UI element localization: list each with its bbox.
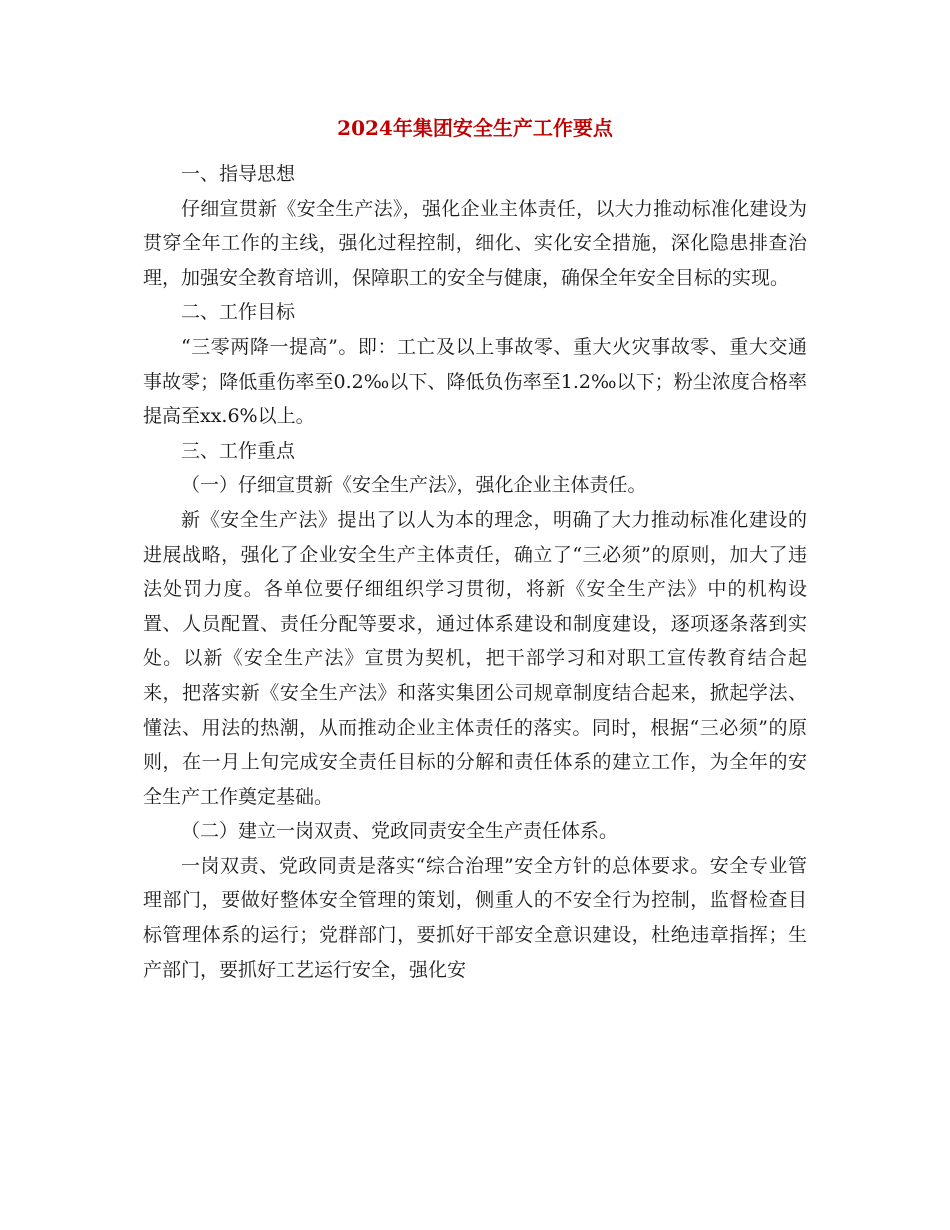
paragraph-safety-law: 新《安全生产法》提出了以人为本的理念，明确了大力推动标准化建设的进展战略，强化了企业安全生产主体责任，确立了“三必须”的原则，加大了违法处罚力度。各单位要仔细组织学习贯彻，将新《安全生产法》中的机构设置、人员配置、责任分配等要求，通过体系建设和制度建设，逐项逐条落到实处。以新《安全生产法》宣贯为契机，把干部学习和对职工宣传教育结合起来，把落实新《安全生产法》和落实集团公司规章制度结合起来，掀起学法、懂法、用法的热潮，从而推动企业主体责任的落实。同时，根据“三必须”的原则，在一月上旬完成安全责任目标的分解和责任体系的建立工作，为全年的安全生产工作奠定基础。: [143, 508, 807, 808]
paragraph-work-goals: “三零两降一提高”。即：工亡及以上事故零、重大火灾事故零、重大交通事故零；降低重伤率至0.2‰以下、降低负伤率至1.2‰以下；粉尘浓度合格率提高至xx.6%以上。: [143, 335, 807, 428]
paragraph-guiding-ideology: 仔细宣贯新《安全生产法》，强化企业主体责任，以大力推动标准化建设为贯穿全年工作的主线，强化过程控制，细化、实化安全措施，深化隐患排查治理，加强安全教育培训，保障职工的安全与健康，确保全年安全目标的实现。: [143, 197, 807, 289]
document-title: 2024年集团安全生产工作要点: [337, 116, 613, 140]
section-heading-work-goals: 二、工作目标: [181, 301, 296, 324]
subheading-2: （二）建立一岗双责、党政同责安全生产责任体系。: [181, 820, 619, 843]
subheading-1: （一）仔细宣贯新《安全生产法》，强化企业主体责任。: [181, 474, 647, 497]
document-body: [143, 157, 807, 987]
paragraph-responsibility-system: 一岗双责、党政同责是落实“综合治理”安全方针的总体要求。安全专业管理部门，要做好整体安全管理的策划，侧重人的不安全行为控制，监督检查目标管理体系的运行；党群部门，要抓好干部安全意识建设，杜绝违章指挥；生产部门，要抓好工艺运行安全，强化安: [143, 854, 807, 981]
section-heading-guiding-ideology: 一、指导思想: [181, 163, 296, 185]
section-heading-work-focus: 三、工作重点: [181, 439, 296, 462]
